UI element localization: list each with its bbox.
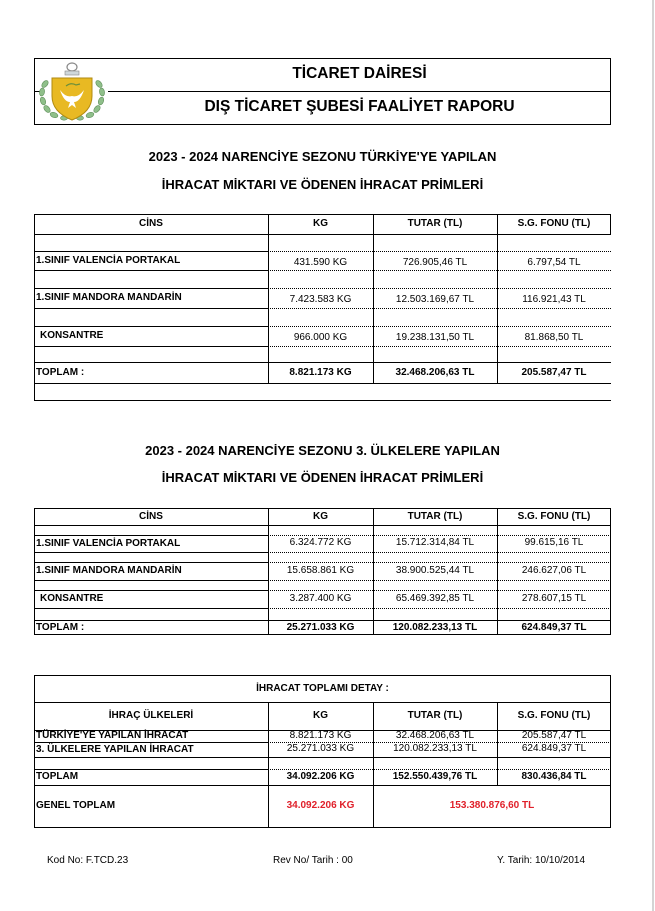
total-fon: 624.849,37 TL xyxy=(521,622,587,633)
column-header-tutar: TUTAR (TL) xyxy=(407,218,463,229)
table-border-line xyxy=(34,508,35,635)
table-border-line xyxy=(34,742,268,743)
table-border-line xyxy=(34,827,611,828)
row-kg: 7.423.583 KG xyxy=(289,294,352,305)
total-label: TOPLAM : xyxy=(36,367,85,378)
row-label: 3. ÜLKELERE YAPILAN İHRACAT xyxy=(36,744,194,755)
footer-kod-no: Kod No: F.TCD.23 xyxy=(47,855,129,866)
table-border-line xyxy=(34,620,611,621)
table-border-line xyxy=(34,535,268,536)
total-kg: 25.271.033 KG xyxy=(286,622,355,633)
header-divider xyxy=(108,91,611,92)
table-border-line xyxy=(268,562,611,563)
row-tutar: 19.238.131,50 TL xyxy=(395,332,475,343)
table-border-line xyxy=(268,326,611,327)
row-fon: 81.868,50 TL xyxy=(524,332,584,343)
table-border-line xyxy=(268,251,611,252)
export-total-detail-table xyxy=(34,675,611,828)
row-kg: 15.658.861 KG xyxy=(286,565,355,576)
footer-date: Y. Tarih: 10/10/2014 xyxy=(497,855,586,866)
table-border-line xyxy=(268,288,611,289)
section1-title-line2: İHRACAT MİKTARI VE ÖDENEN İHRACAT PRİMLERİ xyxy=(161,177,484,192)
column-header-tutar: TUTAR (TL) xyxy=(407,710,463,721)
column-header-kg: KG xyxy=(313,218,328,229)
total-tutar: 120.082.233,13 TL xyxy=(392,622,478,633)
table-border-line xyxy=(34,757,611,758)
row-cins: 1.SINIF MANDORA MANDARİN xyxy=(36,565,182,576)
table-border-line xyxy=(34,270,268,271)
column-header-kg: KG xyxy=(313,511,328,522)
table-border-line xyxy=(34,288,268,289)
row-fon: 624.849,37 TL xyxy=(521,743,587,754)
table-border-line xyxy=(34,508,611,509)
section2-title-line2: İHRACAT MİKTARI VE ÖDENEN İHRACAT PRİMLERİ xyxy=(161,470,484,485)
row-tutar: 12.503.169,67 TL xyxy=(395,294,475,305)
row-tutar: 15.712.314,84 TL xyxy=(395,537,475,548)
table-border-line xyxy=(268,769,611,770)
row-label: TÜRKİYE'YE YAPILAN İHRACAT xyxy=(36,730,189,741)
table-border-line xyxy=(34,525,611,526)
row-fon: 246.627,06 TL xyxy=(521,565,587,576)
total-kg: 8.821.173 KG xyxy=(289,367,352,378)
total-kg: 34.092.206 KG xyxy=(286,771,355,782)
table-border-line xyxy=(268,270,611,271)
column-header-kg: KG xyxy=(313,710,328,721)
section1-title-line1: 2023 - 2024 NARENCİYE SEZONU TÜRKİYE'YE YAPILAN xyxy=(148,149,497,164)
row-cins: 1.SINIF VALENCİA PORTAKAL xyxy=(36,255,181,266)
footer-rev-no: Rev No/ Tarih : 00 xyxy=(273,855,353,866)
row-fon: 6.797,54 TL xyxy=(527,257,581,268)
table-border-line xyxy=(34,552,268,553)
column-header-fon: S.G. FONU (TL) xyxy=(517,710,591,721)
total-tutar: 152.550.439,76 TL xyxy=(392,771,478,782)
row-tutar: 32.468.206,63 TL xyxy=(395,730,475,741)
table-border-line xyxy=(34,234,611,235)
table-border-line xyxy=(34,400,611,401)
row-cins: KONSANTRE xyxy=(40,593,104,604)
row-tutar: 120.082.233,13 TL xyxy=(393,743,477,754)
page-edge-scrollbar xyxy=(652,0,654,911)
row-tutar: 65.469.392,85 TL xyxy=(395,593,475,604)
table-border-line xyxy=(34,769,268,770)
grand-total-label: GENEL TOPLAM xyxy=(36,800,116,811)
row-fon: 205.587,47 TL xyxy=(521,730,587,741)
row-fon: 278.607,15 TL xyxy=(521,593,587,604)
department-title: TİCARET DAİRESİ xyxy=(292,65,427,82)
table-border-line xyxy=(268,308,611,309)
table-border-line xyxy=(34,702,611,703)
row-kg: 3.287.400 KG xyxy=(289,593,352,604)
table-border-line xyxy=(34,326,268,327)
table-border-line xyxy=(268,552,611,553)
table-border-line xyxy=(34,590,268,591)
row-tutar: 38.900.525,44 TL xyxy=(395,565,475,576)
total-tutar: 32.468.206,63 TL xyxy=(395,367,475,378)
column-header-cins: CİNS xyxy=(139,511,163,522)
turkiye-export-table xyxy=(34,214,611,401)
row-kg: 6.324.772 KG xyxy=(289,537,352,548)
row-kg: 431.590 KG xyxy=(293,257,348,268)
table-border-line xyxy=(268,346,611,347)
table-border-line xyxy=(34,346,268,347)
cyprus-coat-of-arms-icon xyxy=(36,60,108,124)
table-border-line xyxy=(34,634,611,635)
total-label: TOPLAM : xyxy=(36,622,85,633)
total-label: TOPLAM xyxy=(36,771,79,782)
grand-total-tutar: 153.380.876,60 TL xyxy=(449,800,535,811)
table-border-line xyxy=(268,580,611,581)
table-border-line xyxy=(34,251,268,252)
total-fon: 205.587,47 TL xyxy=(521,367,587,378)
column-header-fon: S.G. FONU (TL) xyxy=(517,511,591,522)
table-border-line xyxy=(34,675,611,676)
detail-table-title: İHRACAT TOPLAMI DETAY : xyxy=(256,683,389,694)
row-cins: 1.SINIF MANDORA MANDARİN xyxy=(36,292,182,303)
column-header-ulkeler: İHRAÇ ÜLKELERİ xyxy=(108,710,194,721)
row-kg: 25.271.033 KG xyxy=(286,743,355,754)
table-border-line xyxy=(34,580,268,581)
table-border-line xyxy=(34,785,611,786)
table-border-line xyxy=(34,362,611,363)
section2-title-line1: 2023 - 2024 NARENCİYE SEZONU 3. ÜLKELERE YAPILAN xyxy=(145,443,500,458)
table-border-line xyxy=(34,562,268,563)
column-header-cins: CİNS xyxy=(139,218,163,229)
row-fon: 116.921,43 TL xyxy=(522,294,586,305)
table-border-line xyxy=(34,383,611,384)
table-border-line xyxy=(34,675,35,828)
report-title: DIŞ TİCARET ŞUBESİ FAALİYET RAPORU xyxy=(204,98,515,115)
table-border-line xyxy=(268,608,611,609)
row-kg: 8.821.173 KG xyxy=(289,730,352,741)
column-header-fon: S.G. FONU (TL) xyxy=(517,218,591,229)
third-countries-export-table xyxy=(34,508,611,635)
total-fon: 830.436,84 TL xyxy=(521,771,587,782)
table-border-line xyxy=(268,590,611,591)
table-border-line xyxy=(34,608,268,609)
grand-total-kg: 34.092.206 KG xyxy=(286,800,355,811)
row-cins: 1.SINIF VALENCİA PORTAKAL xyxy=(36,538,181,549)
row-fon: 99.615,16 TL xyxy=(524,537,584,548)
table-border-line xyxy=(268,535,611,536)
table-border-line xyxy=(34,214,611,215)
row-cins: KONSANTRE xyxy=(40,330,104,341)
row-tutar: 726.905,46 TL xyxy=(402,257,468,268)
column-header-tutar: TUTAR (TL) xyxy=(407,511,463,522)
row-kg: 966.000 KG xyxy=(293,332,348,343)
table-border-line xyxy=(34,308,268,309)
